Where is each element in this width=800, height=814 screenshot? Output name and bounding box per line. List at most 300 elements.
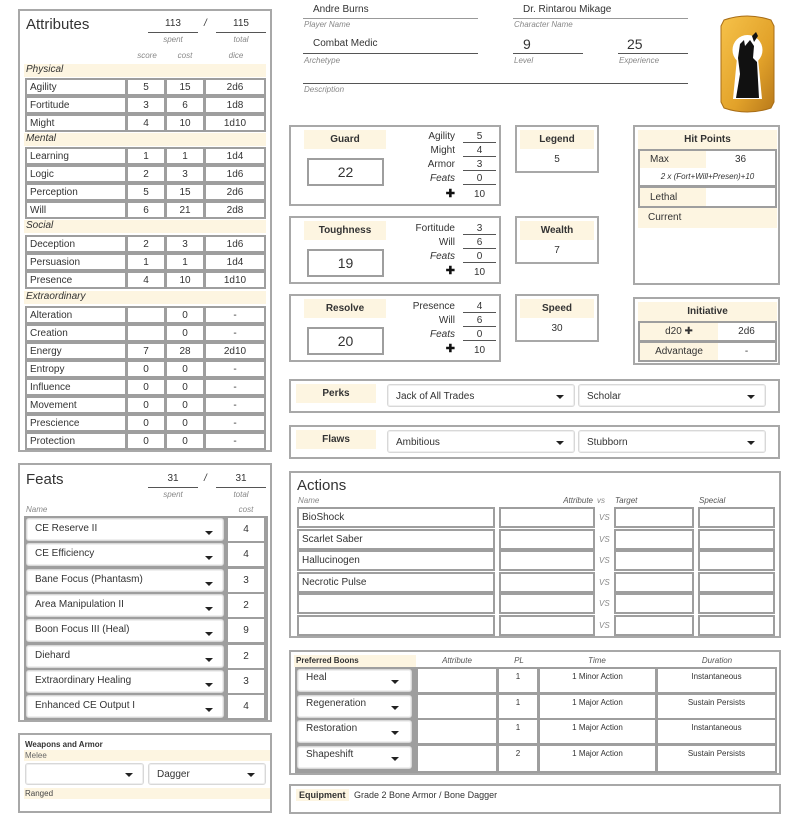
boon-name: Regeneration xyxy=(306,698,367,709)
attr-cost: 0 xyxy=(165,414,205,432)
attr-score[interactable]: 6 xyxy=(126,201,166,219)
attr-cost: 10 xyxy=(165,114,205,132)
legend-value[interactable]: 5 xyxy=(554,154,560,165)
action-attribute[interactable] xyxy=(499,529,595,550)
attr-cost: 0 xyxy=(165,432,205,450)
attr-name: Energy xyxy=(25,342,127,360)
attr-score[interactable]: 0 xyxy=(126,414,166,432)
hp-max-value[interactable]: 36 xyxy=(734,154,747,165)
feat-name: CE Efficiency xyxy=(35,548,95,559)
plus-icon: ✚ xyxy=(445,265,455,277)
attr-name: Movement xyxy=(25,396,127,414)
boon-pl-value: 1 xyxy=(515,698,521,707)
level-field[interactable]: 9 xyxy=(523,36,531,52)
chevron-down-icon xyxy=(556,441,564,445)
flaw-select-2[interactable] xyxy=(578,430,766,453)
feat-cost[interactable]: 4 xyxy=(226,693,266,720)
attributes-spent-line xyxy=(148,32,198,33)
attr-dice: - xyxy=(204,306,266,324)
flaw-2-value: Stubborn xyxy=(587,437,628,448)
guard-row-label: Armor xyxy=(427,159,455,170)
action-attribute[interactable] xyxy=(499,550,595,571)
chevron-down-icon xyxy=(205,632,213,636)
boon-pl-value: 2 xyxy=(515,749,521,758)
resolve-row-label: Feats xyxy=(429,329,455,340)
chevron-down-icon xyxy=(747,395,755,399)
boon-pl xyxy=(497,693,539,720)
attributes-spent[interactable]: 113 xyxy=(165,18,181,29)
boon-name: Heal xyxy=(306,672,327,683)
attr-name: Presence xyxy=(25,271,127,289)
boon-name: Restoration xyxy=(306,723,358,734)
attributes-panel xyxy=(18,9,272,452)
character-name-field[interactable]: Dr. Rintarou Mikage xyxy=(523,4,612,15)
attr-dice: - xyxy=(204,396,266,414)
melee-select-1[interactable] xyxy=(25,763,144,785)
feat-select[interactable] xyxy=(26,619,224,642)
boon-time-value: 1 Major Action xyxy=(572,698,623,707)
action-target[interactable] xyxy=(614,572,694,593)
toughness-base: 10 xyxy=(473,267,486,278)
boon-time xyxy=(538,667,657,694)
vs-label: VS xyxy=(599,556,610,565)
toughness-row-value[interactable]: 0 xyxy=(463,251,496,263)
attr-score[interactable]: 4 xyxy=(126,114,166,132)
boon-time xyxy=(538,744,657,773)
wealth-panel xyxy=(515,216,599,264)
attr-name: Persuasion xyxy=(25,253,127,271)
flaw-select-1[interactable] xyxy=(387,430,575,453)
attr-dice: 1d4 xyxy=(204,253,266,271)
guard-row-value[interactable]: 4 xyxy=(463,145,496,157)
initiative-advantage-label: Advantage xyxy=(640,343,718,360)
action-attribute[interactable] xyxy=(499,593,595,614)
feat-name: CE Reserve II xyxy=(35,523,98,534)
guard-row-label: Feats xyxy=(429,173,455,184)
attr-score[interactable]: 0 xyxy=(126,378,166,396)
attr-score[interactable]: 1 xyxy=(126,253,166,271)
col-score-label: score xyxy=(137,51,157,60)
chevron-down-icon xyxy=(391,731,399,735)
action-target[interactable] xyxy=(614,593,694,614)
attributes-total-line xyxy=(216,32,266,33)
col-dice-label: dice xyxy=(228,51,244,60)
resolve-row-value[interactable]: 6 xyxy=(463,315,496,327)
attr-score[interactable]: 0 xyxy=(126,396,166,414)
boon-select[interactable] xyxy=(297,669,412,692)
attr-score[interactable]: 5 xyxy=(126,78,166,96)
feat-cost[interactable]: 2 xyxy=(226,643,266,670)
experience-field[interactable]: 25 xyxy=(627,36,643,52)
attr-cost: 3 xyxy=(165,235,205,253)
feat-name: Diehard xyxy=(35,650,71,661)
guard-panel xyxy=(289,125,501,206)
vs-label: VS xyxy=(599,513,610,522)
feat-select[interactable] xyxy=(26,518,224,541)
feats-col-name: Name xyxy=(26,505,48,514)
description-label: Description xyxy=(304,85,345,94)
plus-icon: ✚ xyxy=(445,343,455,355)
resolve-row-value[interactable]: 4 xyxy=(463,301,496,313)
action-special[interactable] xyxy=(698,529,775,550)
attr-name: Fortitude xyxy=(25,96,127,114)
attributes-total-label: total xyxy=(233,35,249,44)
melee-label: Melee xyxy=(25,751,47,760)
initiative-d20-value[interactable]: 2d6 xyxy=(738,326,755,337)
actions-col-vs: vs xyxy=(597,496,605,505)
attr-cost: 15 xyxy=(165,78,205,96)
actions-title: Actions xyxy=(297,477,347,494)
guard-row-value[interactable]: 0 xyxy=(463,173,496,185)
action-name[interactable]: Necrotic Pulse xyxy=(297,572,495,593)
attr-score[interactable]: 3 xyxy=(126,96,166,114)
vs-label: VS xyxy=(599,599,610,608)
chevron-down-icon xyxy=(205,556,213,560)
speed-value[interactable]: 30 xyxy=(551,323,563,334)
attr-dice: - xyxy=(204,414,266,432)
attr-cost: 1 xyxy=(165,147,205,165)
perks-panel xyxy=(289,379,780,413)
group-label: Extraordinary xyxy=(26,291,86,302)
action-name[interactable]: Hallucinogen xyxy=(297,550,495,571)
equipment-panel xyxy=(289,784,781,814)
feats-slash: / xyxy=(204,473,207,484)
boon-pl xyxy=(497,744,539,773)
attr-name: Might xyxy=(25,114,127,132)
attr-dice: - xyxy=(204,432,266,450)
plus-icon: ✚ xyxy=(445,188,455,200)
attributes-total[interactable]: 115 xyxy=(233,18,249,29)
feat-select[interactable] xyxy=(26,569,224,592)
feats-total[interactable]: 31 xyxy=(235,473,247,484)
attr-dice: - xyxy=(204,324,266,342)
action-name[interactable] xyxy=(297,593,495,614)
attr-name: Deception xyxy=(25,235,127,253)
guard-row-value[interactable]: 5 xyxy=(463,131,496,143)
feats-spent[interactable]: 31 xyxy=(167,473,179,484)
boon-duration xyxy=(656,718,777,745)
boons-col-pl: PL xyxy=(514,656,524,665)
toughness-row-label: Will xyxy=(438,237,455,248)
attr-dice: 1d8 xyxy=(204,96,266,114)
feat-cost[interactable]: 3 xyxy=(226,668,266,695)
guard-title: Guard xyxy=(304,130,386,149)
attr-name: Will xyxy=(25,201,127,219)
perk-2-value: Scholar xyxy=(587,391,621,402)
perk-select-1[interactable] xyxy=(387,384,575,407)
action-name[interactable]: Scarlet Saber xyxy=(297,529,495,550)
boon-pl-value: 1 xyxy=(515,723,521,732)
boon-duration-value: Sustain Persists xyxy=(687,698,746,707)
action-special[interactable] xyxy=(698,572,775,593)
feat-name: Extraordinary Healing xyxy=(35,675,132,686)
character-name-line xyxy=(513,18,688,19)
group-header-extraordinary xyxy=(24,291,266,304)
chevron-down-icon xyxy=(205,582,213,586)
attr-cost: 0 xyxy=(165,306,205,324)
actions-panel xyxy=(289,471,781,638)
hit-points-panel xyxy=(633,125,780,285)
attr-name: Prescience xyxy=(25,414,127,432)
boon-duration xyxy=(656,744,777,773)
attr-name: Logic xyxy=(25,165,127,183)
boon-name: Shapeshift xyxy=(306,749,354,760)
group-header-social xyxy=(24,220,266,233)
chevron-down-icon xyxy=(125,773,133,777)
attr-dice: 2d6 xyxy=(204,78,266,96)
attr-score[interactable]: 0 xyxy=(126,432,166,450)
group-label: Physical xyxy=(26,64,64,75)
legend-title: Legend xyxy=(520,130,594,149)
feats-title: Feats xyxy=(26,471,64,488)
feat-name: Boon Focus III (Heal) xyxy=(35,624,130,635)
boons-col-duration: Duration xyxy=(701,656,733,665)
attr-dice: 1d10 xyxy=(204,114,266,132)
attr-score[interactable]: 0 xyxy=(126,360,166,378)
attr-score[interactable]: 1 xyxy=(126,147,166,165)
attr-score[interactable] xyxy=(126,324,166,342)
toughness-row-value[interactable]: 3 xyxy=(463,223,496,235)
feats-col-cost: cost xyxy=(238,505,254,514)
chevron-down-icon xyxy=(747,441,755,445)
attr-score[interactable]: 7 xyxy=(126,342,166,360)
wealth-value[interactable]: 7 xyxy=(554,245,560,256)
boon-duration-value: Instantaneous xyxy=(691,672,742,681)
attr-name: Alteration xyxy=(25,306,127,324)
melee-header xyxy=(24,750,270,761)
feat-select[interactable] xyxy=(26,670,224,693)
guard-row-value[interactable]: 3 xyxy=(463,159,496,171)
attr-cost: 3 xyxy=(165,165,205,183)
attr-name: Perception xyxy=(25,183,127,201)
group-header-physical xyxy=(24,64,266,77)
resolve-value[interactable]: 20 xyxy=(307,327,384,355)
boons-panel xyxy=(289,650,781,775)
resolve-row-label: Will xyxy=(438,315,455,326)
feat-cost[interactable]: 4 xyxy=(226,541,266,568)
feats-spent-label: spent xyxy=(163,490,183,499)
toughness-row-label: Feats xyxy=(429,251,455,262)
legend-panel xyxy=(515,125,599,173)
attr-dice: - xyxy=(204,360,266,378)
weapons-title: Weapons and Armor xyxy=(25,740,103,749)
boon-time xyxy=(538,693,657,720)
toughness-title: Toughness xyxy=(304,221,386,240)
ranged-header xyxy=(24,788,270,799)
equipment-value[interactable]: Grade 2 Bone Armor / Bone Dagger xyxy=(354,790,498,800)
chevron-down-icon xyxy=(205,683,213,687)
action-attribute[interactable] xyxy=(499,615,595,636)
perk-select-2[interactable] xyxy=(578,384,766,407)
hit-points-title: Hit Points xyxy=(638,130,777,149)
action-attribute[interactable] xyxy=(499,572,595,593)
hp-lethal-label: Lethal xyxy=(640,188,706,206)
initiative-title: Initiative xyxy=(638,302,777,321)
boon-select[interactable] xyxy=(297,695,412,718)
player-name-line xyxy=(303,18,478,19)
perk-1-value: Jack of All Trades xyxy=(396,391,475,402)
feat-cost[interactable]: 9 xyxy=(226,617,266,644)
chevron-down-icon xyxy=(391,680,399,684)
boon-duration-value: Instantaneous xyxy=(691,723,742,732)
attr-score[interactable]: 2 xyxy=(126,235,166,253)
archetype-label: Archetype xyxy=(304,56,341,65)
boon-pl xyxy=(497,667,539,694)
hp-current-value[interactable] xyxy=(638,228,777,281)
resolve-panel xyxy=(289,294,501,362)
boon-select[interactable] xyxy=(297,720,412,743)
boon-attribute[interactable] xyxy=(416,718,498,745)
action-target[interactable] xyxy=(614,529,694,550)
hp-lethal-value[interactable] xyxy=(706,188,775,206)
chevron-down-icon xyxy=(247,773,255,777)
group-label: Mental xyxy=(26,133,57,144)
attr-cost: 28 xyxy=(165,342,205,360)
attr-name: Learning xyxy=(25,147,127,165)
feat-cost[interactable]: 2 xyxy=(226,592,266,619)
feat-select[interactable] xyxy=(26,543,224,566)
feats-total-label: total xyxy=(233,490,249,499)
speed-panel xyxy=(515,294,599,342)
boon-attribute[interactable] xyxy=(416,667,498,694)
feat-select[interactable] xyxy=(26,695,224,718)
action-special[interactable] xyxy=(698,593,775,614)
boon-pl xyxy=(497,718,539,745)
attr-name: Creation xyxy=(25,324,127,342)
vs-label: VS xyxy=(599,535,610,544)
actions-col-name: Name xyxy=(298,496,320,505)
speed-title: Speed xyxy=(520,299,594,318)
action-target[interactable] xyxy=(614,550,694,571)
attr-dice: 2d10 xyxy=(204,342,266,360)
action-special[interactable] xyxy=(698,507,775,528)
initiative-panel xyxy=(633,297,780,365)
attr-dice: 1d10 xyxy=(204,271,266,289)
boon-duration-value: Sustain Persists xyxy=(687,749,746,758)
attr-cost: 10 xyxy=(165,271,205,289)
initiative-advantage-value[interactable]: - xyxy=(744,346,749,357)
attr-name: Protection xyxy=(25,432,127,450)
character-name-label: Character Name xyxy=(514,20,573,29)
attr-name: Agility xyxy=(25,78,127,96)
boon-pl-value: 1 xyxy=(515,672,521,681)
feat-cost[interactable]: 4 xyxy=(226,516,266,543)
boon-duration xyxy=(656,667,777,694)
actions-col-special: Special xyxy=(699,496,726,505)
attr-name: Entropy xyxy=(25,360,127,378)
vs-label: VS xyxy=(599,621,610,630)
attr-dice: 1d6 xyxy=(204,165,266,183)
guard-value[interactable]: 22 xyxy=(307,158,384,186)
attr-cost: 21 xyxy=(165,201,205,219)
attributes-spent-label: spent xyxy=(163,35,183,44)
actions-col-target: Target xyxy=(615,496,638,505)
boon-time-value: 1 Major Action xyxy=(572,723,623,732)
resolve-title: Resolve xyxy=(304,299,386,318)
feat-name: Bane Focus (Phantasm) xyxy=(35,574,143,585)
player-name-label: Player Name xyxy=(304,20,351,29)
attr-score[interactable]: 2 xyxy=(126,165,166,183)
hp-formula: 2 x (Fort+Will+Presen)+10 xyxy=(660,172,755,181)
boons-col-time: Time xyxy=(588,656,606,665)
wealth-title: Wealth xyxy=(520,221,594,240)
action-name[interactable]: BioShock xyxy=(297,507,495,528)
feat-select[interactable] xyxy=(26,594,224,617)
description-line xyxy=(303,83,688,84)
group-header-mental xyxy=(24,133,266,146)
guard-base: 10 xyxy=(473,189,486,200)
toughness-value[interactable]: 19 xyxy=(307,249,384,277)
boon-select[interactable] xyxy=(297,746,412,769)
player-name-field[interactable]: Andre Burns xyxy=(313,4,369,15)
attr-cost: 0 xyxy=(165,396,205,414)
action-name[interactable] xyxy=(297,615,495,636)
experience-label: Experience xyxy=(619,56,660,65)
toughness-panel xyxy=(289,216,501,284)
col-cost-label: cost xyxy=(177,51,193,60)
action-special[interactable] xyxy=(698,550,775,571)
boon-attribute[interactable] xyxy=(416,693,498,720)
vs-label: VS xyxy=(599,578,610,587)
attr-score[interactable]: 4 xyxy=(126,271,166,289)
attr-name: Influence xyxy=(25,378,127,396)
feat-select[interactable] xyxy=(26,645,224,668)
boons-title: Preferred Boons xyxy=(294,655,416,667)
resolve-row-value[interactable]: 0 xyxy=(463,329,496,341)
action-target[interactable] xyxy=(614,507,694,528)
action-attribute[interactable] xyxy=(499,507,595,528)
melee-select-2[interactable] xyxy=(148,763,266,785)
group-label: Social xyxy=(26,220,54,231)
experience-line xyxy=(618,53,688,54)
flaws-panel xyxy=(289,425,780,459)
attr-cost: 15 xyxy=(165,183,205,201)
chevron-down-icon xyxy=(205,708,213,712)
weapons-panel xyxy=(18,733,272,813)
attr-cost: 0 xyxy=(165,378,205,396)
toughness-row-value[interactable]: 6 xyxy=(463,237,496,249)
feats-panel xyxy=(18,463,272,722)
attr-score[interactable]: 5 xyxy=(126,183,166,201)
archetype-field[interactable]: Combat Medic xyxy=(313,38,378,49)
chevron-down-icon xyxy=(556,395,564,399)
boon-time-value: 1 Minor Action xyxy=(572,672,623,681)
chevron-down-icon xyxy=(391,706,399,710)
keyhole-logo-icon xyxy=(716,14,779,114)
attr-dice: 1d4 xyxy=(204,147,266,165)
boon-attribute[interactable] xyxy=(416,744,498,773)
chevron-down-icon xyxy=(205,658,213,662)
toughness-row-label: Fortitude xyxy=(415,223,455,234)
attr-cost: 6 xyxy=(165,96,205,114)
flaw-1-value: Ambitious xyxy=(396,437,440,448)
feats-total-line xyxy=(216,487,266,488)
level-line xyxy=(513,53,583,54)
hp-current-label: Current xyxy=(638,208,777,228)
feat-cost[interactable]: 3 xyxy=(226,567,266,594)
action-target[interactable] xyxy=(614,615,694,636)
chevron-down-icon xyxy=(391,757,399,761)
action-special[interactable] xyxy=(698,615,775,636)
guard-row-label: Agility xyxy=(428,131,455,142)
attr-score[interactable] xyxy=(126,306,166,324)
resolve-base: 10 xyxy=(473,345,486,356)
resolve-row-label: Presence xyxy=(412,301,455,312)
guard-row-label: Might xyxy=(430,145,455,156)
ranged-label: Ranged xyxy=(25,789,54,798)
feat-name: Area Manipulation II xyxy=(35,599,124,610)
initiative-d20-label: d20 ✚ xyxy=(640,323,718,340)
